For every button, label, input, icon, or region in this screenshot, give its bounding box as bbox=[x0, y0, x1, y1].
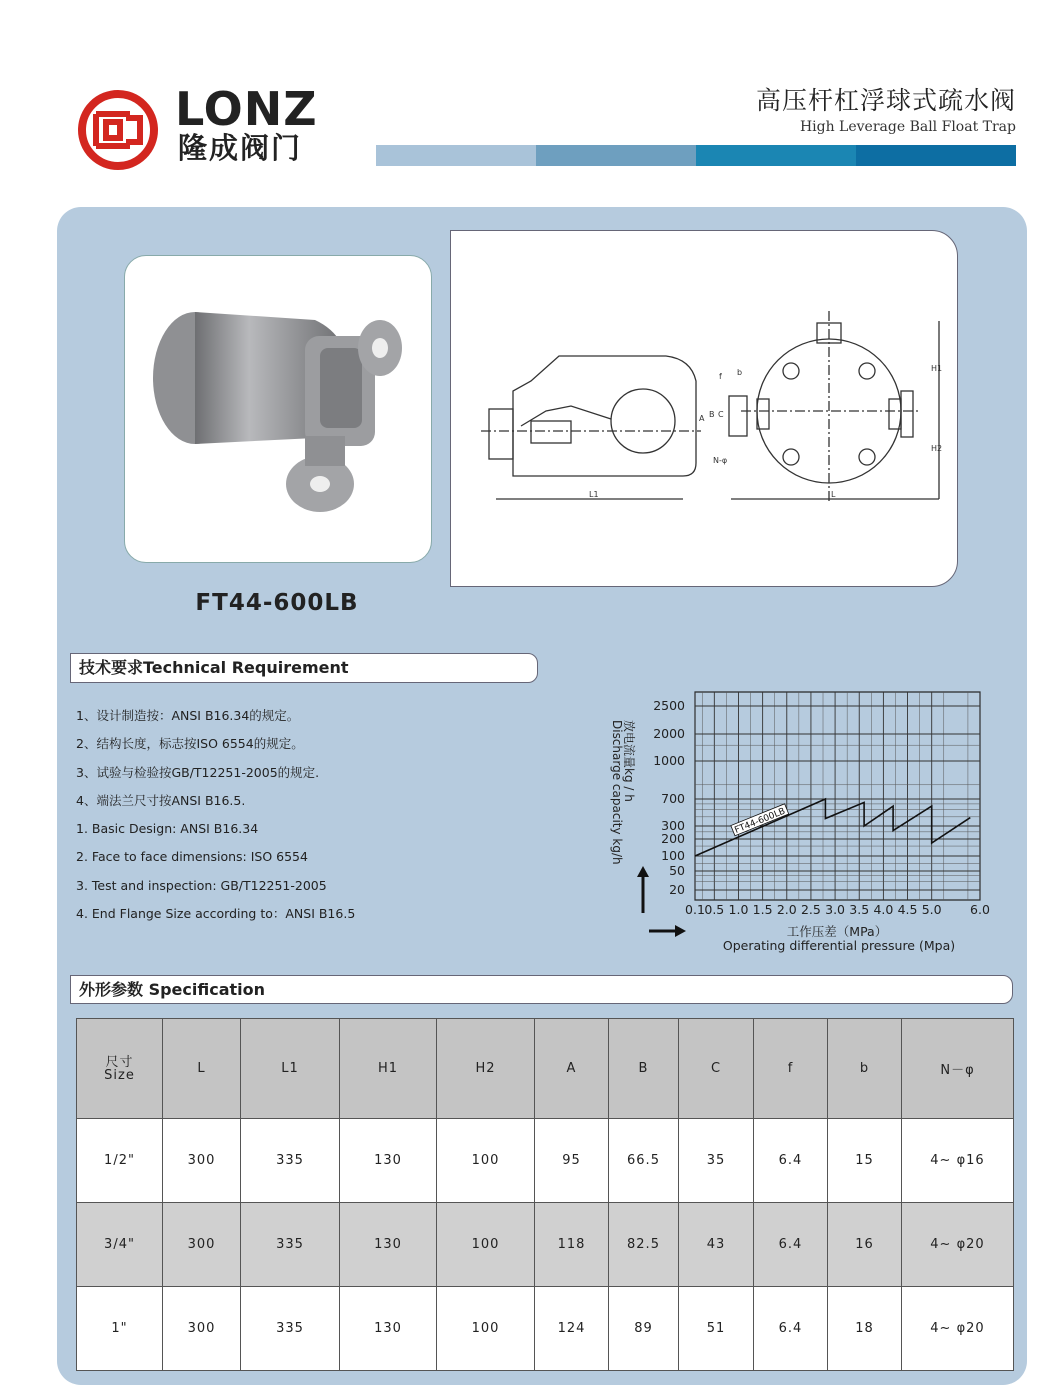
product-photo-frame bbox=[124, 255, 432, 563]
table-header: N－φ bbox=[902, 1019, 1014, 1119]
table-cell: 6.4 bbox=[754, 1203, 828, 1287]
spec-table bbox=[76, 1018, 1014, 1371]
table-header: L bbox=[163, 1019, 241, 1119]
table-cell: 335 bbox=[241, 1287, 340, 1371]
dimension-drawing-icon bbox=[451, 231, 957, 586]
x-tick-label: 5.0 bbox=[921, 902, 942, 917]
dim-label: N-φ bbox=[713, 456, 728, 465]
size-head-en: Size bbox=[104, 1067, 135, 1083]
table-cell: 43 bbox=[679, 1203, 754, 1287]
header-color-bar bbox=[376, 145, 1016, 166]
table-cell: 335 bbox=[241, 1203, 340, 1287]
table-header: A bbox=[535, 1019, 609, 1119]
x-tick-label: 0.5 bbox=[704, 902, 725, 917]
table-cell: 130 bbox=[340, 1119, 437, 1203]
table-row bbox=[77, 1119, 1014, 1203]
table-header: C bbox=[679, 1019, 754, 1119]
table-header-size bbox=[77, 1019, 163, 1119]
table-cell: 1/2" bbox=[77, 1119, 163, 1203]
page-title-cn: 高压杆杠浮球式疏水阀 bbox=[755, 86, 1016, 115]
dim-label: H1 bbox=[931, 364, 943, 373]
bar-segment bbox=[536, 145, 696, 166]
x-tick-label: 4.0 bbox=[873, 902, 894, 917]
table-cell: 4~ φ20 bbox=[902, 1203, 1014, 1287]
requirement-list bbox=[76, 702, 596, 928]
table-cell: 118 bbox=[535, 1203, 609, 1287]
table-cell: 130 bbox=[340, 1287, 437, 1371]
valve-photo-icon bbox=[125, 256, 431, 562]
table-header: b bbox=[828, 1019, 902, 1119]
requirement-item: 4、端法兰尺寸按ANSI B16.5. bbox=[76, 792, 246, 808]
x-tick-label: 2.0 bbox=[776, 902, 797, 917]
bar-segment bbox=[856, 145, 1016, 166]
y-axis-label-en: Discharge capacity kg/h bbox=[610, 720, 624, 865]
plot-frame bbox=[695, 692, 980, 900]
brand-name: LONZ bbox=[175, 82, 318, 136]
requirement-item: 2、结构长度，标志按ISO 6554的规定。 bbox=[76, 736, 304, 752]
table-header: B bbox=[609, 1019, 679, 1119]
model-name: FT44-600LB bbox=[195, 590, 359, 616]
table-cell: 335 bbox=[241, 1119, 340, 1203]
x-axis-label-cn: 工作压差（MPa） bbox=[786, 924, 888, 939]
discharge-chart bbox=[605, 680, 1010, 960]
table-cell: 100 bbox=[437, 1119, 535, 1203]
x-tick-label: 0.1 bbox=[685, 902, 705, 917]
bar-segment bbox=[376, 145, 536, 166]
dim-label: f bbox=[719, 372, 722, 381]
table-cell: 95 bbox=[535, 1119, 609, 1203]
x-tick-label: 3.0 bbox=[825, 902, 846, 917]
dim-label: H2 bbox=[931, 444, 943, 453]
table-cell: 82.5 bbox=[609, 1203, 679, 1287]
x-tick-label: 4.5 bbox=[897, 902, 918, 917]
y-tick-label: 300 bbox=[661, 818, 685, 833]
requirement-item: 3. Test and inspection: GB/T12251-2005 bbox=[76, 877, 327, 893]
x-tick-label: 1.0 bbox=[728, 902, 749, 917]
table-cell: 6.4 bbox=[754, 1119, 828, 1203]
x-tick-label: 3.5 bbox=[849, 902, 870, 917]
table-cell: 51 bbox=[679, 1287, 754, 1371]
table-cell: 89 bbox=[609, 1287, 679, 1371]
table-cell: 100 bbox=[437, 1203, 535, 1287]
dim-label: L1 bbox=[589, 490, 599, 499]
table-cell: 4~ φ16 bbox=[902, 1119, 1014, 1203]
up-arrow-head-icon bbox=[637, 866, 649, 877]
dim-label: C bbox=[718, 410, 724, 419]
table-cell: 6.4 bbox=[754, 1287, 828, 1371]
table-header: L1 bbox=[241, 1019, 340, 1119]
table-cell: 66.5 bbox=[609, 1119, 679, 1203]
table-cell: 300 bbox=[163, 1119, 241, 1203]
table-cell: 124 bbox=[535, 1287, 609, 1371]
dim-label: B bbox=[709, 410, 715, 419]
requirement-item: 4. End Flange Size according to：ANSI B16.5 bbox=[76, 906, 356, 922]
table-cell: 300 bbox=[163, 1203, 241, 1287]
table-header: H2 bbox=[437, 1019, 535, 1119]
y-tick-label: 20 bbox=[669, 882, 685, 897]
y-tick-label: 200 bbox=[661, 831, 685, 846]
y-tick-label: 100 bbox=[661, 848, 685, 863]
brand-name-cn: 隆成阀门 bbox=[178, 131, 303, 165]
requirement-item: 1、设计制造按：ANSI B16.34的规定。 bbox=[76, 708, 300, 723]
table-cell: 3/4" bbox=[77, 1203, 163, 1287]
bar-segment bbox=[696, 145, 856, 166]
y-tick-label: 2500 bbox=[653, 698, 685, 713]
table-cell: 16 bbox=[828, 1203, 902, 1287]
size-head-cn: 尺寸 bbox=[105, 1054, 134, 1070]
table-cell: 18 bbox=[828, 1287, 902, 1371]
page-title-en: High Leverage Ball Float Trap bbox=[799, 119, 1016, 135]
x-tick-label: 2.5 bbox=[800, 902, 821, 917]
table-cell: 300 bbox=[163, 1287, 241, 1371]
table-cell: 130 bbox=[340, 1203, 437, 1287]
table-cell: 15 bbox=[828, 1119, 902, 1203]
dimension-drawing-frame bbox=[450, 230, 958, 587]
y-tick-label: 1000 bbox=[653, 753, 685, 768]
brand-logo bbox=[76, 88, 160, 172]
series-label: FT44-600LB bbox=[733, 806, 787, 836]
x-axis-label-en: Operating differential pressure (Mpa) bbox=[722, 938, 956, 953]
table-row bbox=[77, 1203, 1014, 1287]
x-tick-label: 6.0 bbox=[970, 902, 990, 917]
table-header: H1 bbox=[340, 1019, 437, 1119]
table-header-row bbox=[77, 1019, 1014, 1119]
tech-section-heading: 技术要求Technical Requirement bbox=[70, 653, 538, 683]
table-row bbox=[77, 1287, 1014, 1371]
right-arrow-head-icon bbox=[675, 925, 686, 937]
table-cell: 4~ φ20 bbox=[902, 1287, 1014, 1371]
x-tick-label: 1.5 bbox=[752, 902, 773, 917]
y-tick-label: 2000 bbox=[653, 726, 685, 741]
requirement-item: 2. Face to face dimensions: ISO 6554 bbox=[76, 849, 308, 865]
table-cell: 35 bbox=[679, 1119, 754, 1203]
y-tick-label: 700 bbox=[661, 791, 685, 806]
spec-section-heading: 外形参数 Specification bbox=[70, 975, 1013, 1004]
dim-label: L bbox=[831, 490, 836, 499]
y-tick-label: 50 bbox=[669, 863, 685, 878]
dim-label: b bbox=[737, 368, 743, 377]
table-cell: 100 bbox=[437, 1287, 535, 1371]
dim-label: A bbox=[699, 414, 705, 423]
requirement-item: 3、试验与检验按GB/T12251-2005的规定. bbox=[76, 764, 320, 780]
y-axis-label-cn: 放电流量kg / h bbox=[622, 720, 636, 802]
table-header: f bbox=[754, 1019, 828, 1119]
requirement-item: 1. Basic Design: ANSI B16.34 bbox=[76, 821, 259, 837]
table-cell: 1" bbox=[77, 1287, 163, 1371]
